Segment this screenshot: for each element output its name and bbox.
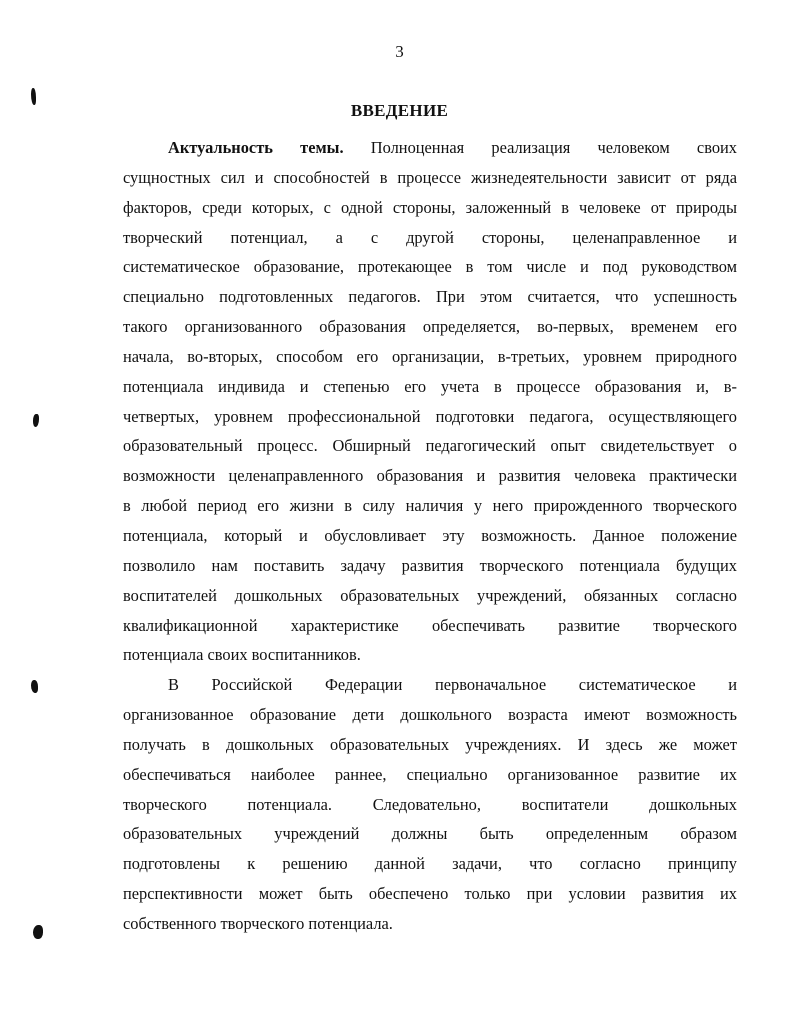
- text-line: факторов, среди которых, с одной стороны, заложенный в человеке от природы: [123, 197, 737, 217]
- section-title: ВВЕДЕНИЕ: [350, 101, 449, 120]
- text-line: четвертых, уровнем профессиональной подготовки педагога, осуществляющего: [123, 406, 737, 426]
- text-line: систематическое образование, протекающее в том числе и под руководством: [123, 257, 737, 277]
- text-line: потенциала, который и обусловливает эту возможность. Данное положение: [123, 525, 737, 545]
- text-line: обеспечиваться наиболее раннее, специально организованное развитие их: [123, 764, 737, 784]
- text-line: начала, во-вторых, способом его организации, в-третьих, уровнем природного: [123, 346, 737, 366]
- text-line: получать в дошкольных образовательных учреждениях. И здесь же может: [123, 734, 737, 754]
- text-line: организованное образование дети дошкольного возраста имеют возможность: [123, 705, 737, 725]
- text-line: подготовлены к решению данной задачи, что согласно принципу: [123, 854, 737, 874]
- text-line: перспективности может быть обеспечено только при условии развития их: [123, 884, 737, 904]
- text-line: сущностных сил и способностей в процессе жизнедеятельности зависит от ряда: [123, 167, 737, 187]
- text-line: потенциала индивида и степенью его учета в процессе образования и, в-: [123, 376, 737, 396]
- text-line: воспитателей дошкольных образовательных учреждений, обязанных согласно: [123, 585, 737, 605]
- paragraph-russian-federation: [123, 670, 737, 939]
- scan-artifact-mark: [31, 680, 38, 693]
- text-line: В Российской Федерации первоначальное систематическое и: [168, 675, 737, 695]
- text-line: квалификационной характеристике обеспечивать развитие творческого: [123, 615, 737, 635]
- scan-artifact-mark: [33, 414, 39, 427]
- text-line: специально подготовленных педагогов. При этом считается, что успешность: [123, 287, 737, 307]
- text-line: образовательных учреждений должны быть определенным образом: [123, 824, 737, 844]
- text-line: такого организованного образования определяется, во-первых, временем его: [123, 317, 737, 337]
- paragraph-relevance: [123, 133, 737, 670]
- paragraph-lead: Актуальность темы.: [168, 138, 344, 157]
- text-line: в любой период его жизни в силу наличия у него прирожденного творческого: [123, 496, 737, 516]
- text-line: возможности целенаправленного образования и развития человека практически: [123, 466, 737, 486]
- body-text: [123, 133, 737, 939]
- text-line: творческого потенциала. Следовательно, воспитатели дошкольных: [123, 794, 737, 814]
- text-line: [123, 133, 737, 163]
- text-line: потенциала своих воспитанников.: [123, 645, 361, 665]
- scan-artifact-mark: [33, 925, 43, 939]
- text-line-rest: Полноценная реализация человеком своих: [370, 138, 737, 157]
- page-number: 3: [395, 42, 404, 61]
- text-line: позволило нам поставить задачу развития творческого потенциала будущих: [123, 555, 737, 575]
- text-line: творческий потенциал, а с другой стороны, целенаправленное и: [123, 227, 737, 247]
- text-line: собственного творческого потенциала.: [123, 913, 393, 933]
- text-line: образовательный процесс. Обширный педагогический опыт свидетельствует о: [123, 436, 737, 456]
